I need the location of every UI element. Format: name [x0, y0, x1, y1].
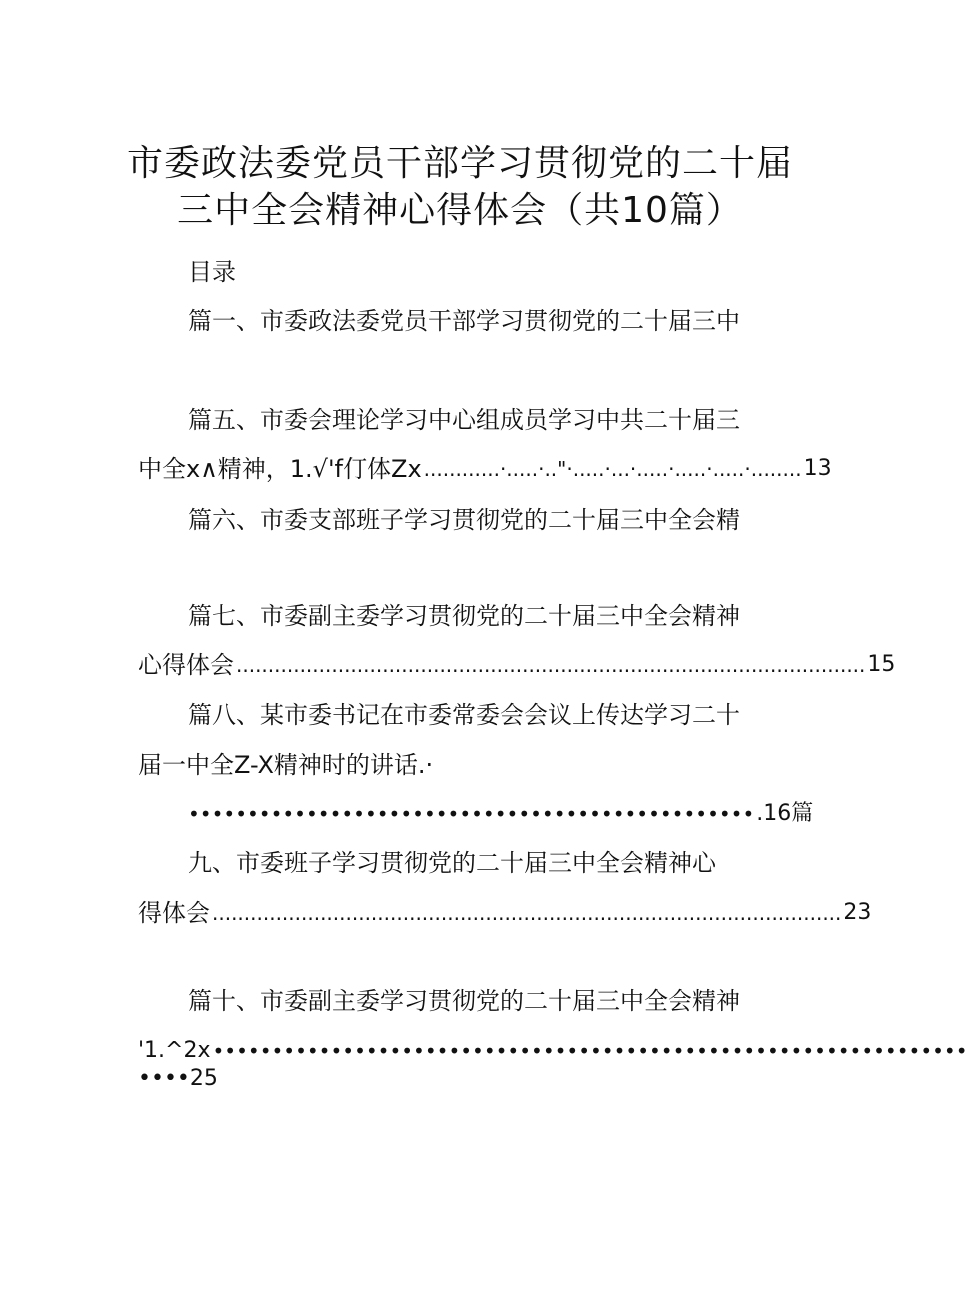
toc-entry-10-bullets: •••••••••••••••••••••••••••••••••••••••••••••••••••••••••••••••• — [212, 1039, 968, 1063]
document-title-line-2: 三中全会精神心得体会（共10篇） — [177, 190, 743, 231]
toc-entry-9-line-1[interactable]: 九、市委班子学习贯彻党的二十届三中全会精神心 — [188, 849, 716, 877]
toc-entry-8-line-2[interactable]: 届一中全Z-X精神时的讲话.· — [138, 751, 434, 779]
document-title-line-1: 市委政法委党员干部学习贯彻党的二十届 — [126, 143, 793, 184]
toc-entry-7-page: 15 — [867, 652, 896, 677]
toc-entry-9-text: 得体会 — [138, 899, 210, 927]
toc-entry-6[interactable]: 篇六、市委支部班子学习贯彻党的二十届三中全会精 — [188, 506, 740, 534]
toc-entry-9-page: 23 — [843, 900, 872, 925]
toc-entry-10-line-3[interactable]: ••••25 — [138, 1066, 218, 1091]
toc-entry-8-line-1[interactable]: 篇八、某市委书记在市委常委会会议上传达学习二十 — [188, 701, 740, 729]
toc-entry-7-line-2[interactable] — [138, 650, 896, 680]
toc-entry-10-prefix: '1.^2x — [138, 1038, 211, 1063]
toc-entry-10-line-1[interactable]: 篇十、市委副主委学习贯彻党的二十届三中全会精神 — [188, 987, 740, 1015]
toc-entry-7-line-1[interactable]: 篇七、市委副主委学习贯彻党的二十届三中全会精神 — [188, 602, 740, 630]
toc-entry-1[interactable]: 篇一、市委政法委党员干部学习贯彻党的二十届三中 — [188, 307, 740, 335]
toc-entry-5-text: 中全x∧精神，1.√'f仃体Zx — [138, 455, 422, 483]
toc-entry-5-line-1[interactable]: 篇五、市委会理论学习中心组成员学习中共二十届三 — [188, 406, 740, 434]
toc-entry-7-text: 心得体会 — [138, 651, 234, 679]
toc-entry-8-bullets: •••••••••••••••••••••••••••••••••••••••••••••••• — [188, 802, 755, 826]
toc-entry-5-leader: ............·.....·.."·.....·...·.....·.....·.....·........ — [423, 457, 802, 481]
toc-entry-9-line-2[interactable] — [138, 898, 872, 928]
toc-entry-5-page: 13 — [803, 456, 832, 481]
toc-entry-9-leader: ................................................................................................... — [212, 901, 842, 925]
toc-entry-5-line-2[interactable] — [138, 454, 832, 484]
toc-entry-10-line-2[interactable] — [138, 1036, 968, 1066]
toc-entry-8-page: .16篇 — [756, 801, 814, 826]
toc-heading: 目录 — [188, 258, 236, 286]
toc-entry-8-line-3[interactable] — [188, 799, 814, 829]
toc-entry-7-leader: ................................................................................................... — [236, 653, 866, 677]
